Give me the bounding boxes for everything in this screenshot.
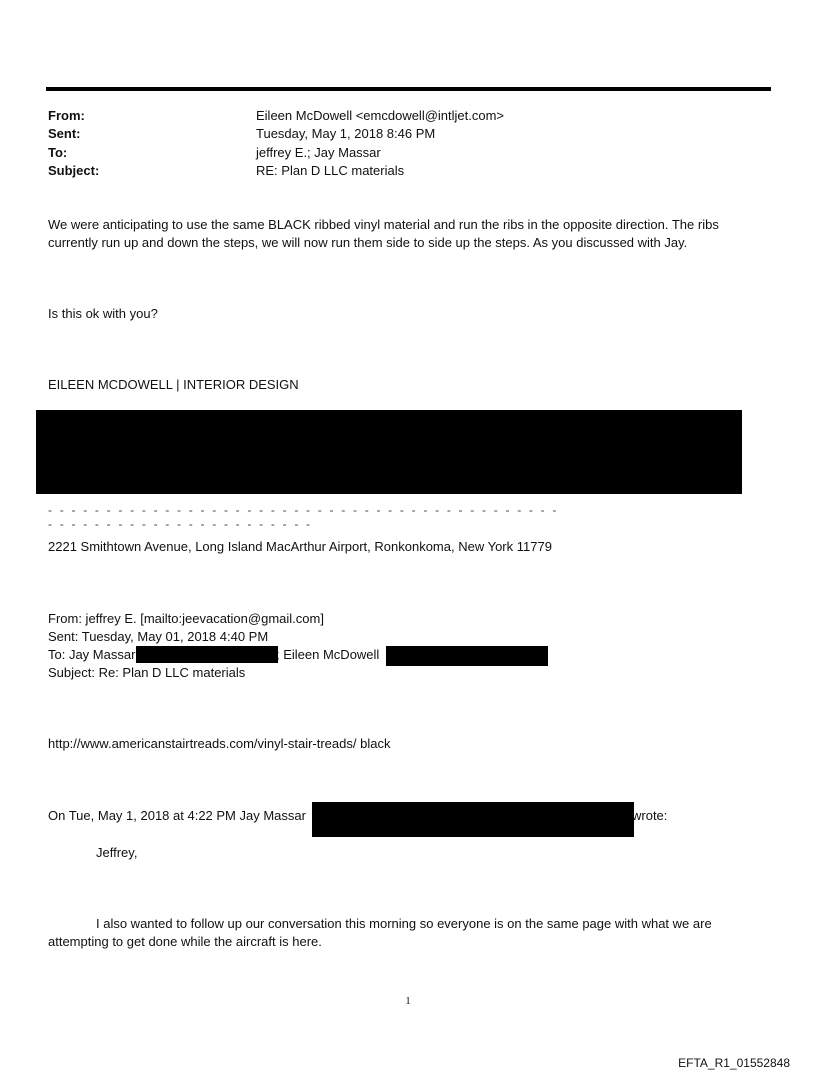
- subject-label: Subject:: [48, 163, 100, 178]
- sent-value: Tuesday, May 1, 2018 8:46 PM: [256, 126, 436, 141]
- fwd-from-line: From: jeffrey E. [mailto:jeevacation@gmail.com]: [48, 611, 324, 626]
- address-line: 2221 Smithtown Avenue, Long Island MacArthur Airport, Ronkonkoma, New York 11779: [48, 539, 552, 554]
- from-value: Eileen McDowell <emcdowell@intljet.com>: [256, 108, 505, 123]
- greeting: Jeffrey,: [96, 845, 138, 860]
- header-rule: [46, 87, 771, 91]
- fwd-sent-line: Sent: Tuesday, May 01, 2018 4:40 PM: [48, 629, 269, 644]
- body-paragraph-line1: We were anticipating to use the same BLACK ribbed vinyl material and run the ribs in the opposite direction. The ribs: [48, 217, 719, 232]
- dashed-separator: - - - - - - - - - - - - - - - - - - - - - - - - - - - - - - - - - - - - - - - - - - - - - - - - - - - - - - - - - - - - - - - - - - -: [48, 503, 559, 531]
- fwd-to-prefix: To: Jay Massar: [48, 647, 136, 662]
- question-text: Is this ok with you?: [48, 306, 158, 321]
- subject-value: RE: Plan D LLC materials: [256, 163, 405, 178]
- fwd-to-middle: ; Eileen McDowell: [276, 647, 380, 662]
- from-label: From:: [48, 108, 85, 123]
- signature-line: EILEEN MCDOWELL | INTERIOR DESIGN: [48, 377, 299, 392]
- redaction-block-signature: [36, 410, 742, 494]
- redaction-to-email-2: [386, 646, 548, 666]
- quote-intro-suffix: wrote:: [632, 808, 668, 823]
- quote-intro-prefix: On Tue, May 1, 2018 at 4:22 PM Jay Massar: [48, 808, 306, 823]
- body-paragraph-line2: currently run up and down the steps, we will now run them side to side up the steps. As you discussed with Jay.: [48, 235, 688, 250]
- followup-line2: attempting to get done while the aircraft is here.: [48, 934, 322, 949]
- to-value: jeffrey E.; Jay Massar: [256, 145, 381, 160]
- redaction-quote-email: [312, 802, 634, 837]
- to-label: To:: [48, 145, 68, 160]
- product-link[interactable]: http://www.americanstairtreads.com/vinyl-stair-treads/ black: [48, 736, 391, 751]
- sent-label: Sent:: [48, 126, 81, 141]
- document-id: EFTA_R1_01552848: [678, 1056, 790, 1070]
- followup-line1: I also wanted to follow up our conversation this morning so everyone is on the same page with what we are: [96, 916, 712, 931]
- redaction-to-email-1: [136, 646, 278, 663]
- page-number: 1: [405, 995, 411, 1007]
- fwd-subject-line: Subject: Re: Plan D LLC materials: [48, 665, 246, 680]
